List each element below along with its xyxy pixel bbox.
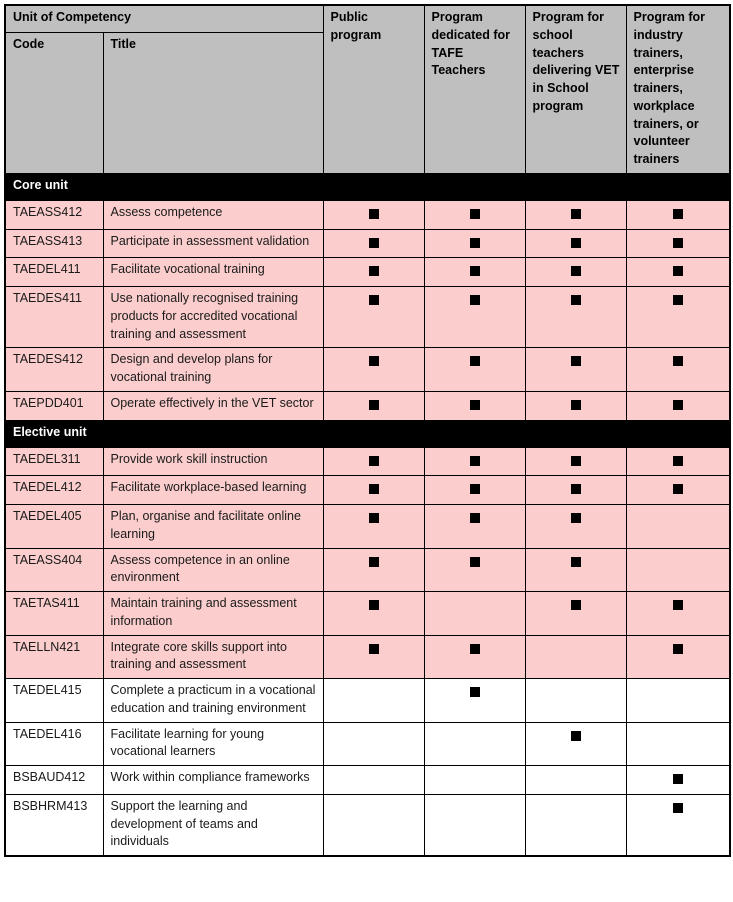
unit-code: TAEDEL412 [5,476,103,505]
filled-square-icon [470,295,480,305]
unit-code: TAELLN421 [5,635,103,679]
unit-row [5,635,730,679]
program-mark-cell [424,200,525,229]
unit-row [5,476,730,505]
program-mark-cell [424,258,525,287]
filled-square-icon [673,644,683,654]
program-mark-cell [525,200,626,229]
unit-code: TAEASS412 [5,200,103,229]
filled-square-icon [571,238,581,248]
program-mark-cell [424,635,525,679]
program-empty-cell [323,679,424,723]
program-empty-cell [424,766,525,795]
filled-square-icon [369,644,379,654]
unit-code: TAEDEL416 [5,722,103,766]
program-empty-cell [626,548,730,592]
filled-square-icon [470,484,480,494]
filled-square-icon [673,295,683,305]
filled-square-icon [673,484,683,494]
unit-code: BSBHRM413 [5,794,103,856]
filled-square-icon [369,513,379,523]
program-mark-cell [323,476,424,505]
program-mark-cell [626,391,730,420]
unit-title: Support the learning and development of teams and individuals [103,794,323,856]
unit-title: Plan, organise and facilitate online learning [103,505,323,549]
unit-code: TAEDEL311 [5,447,103,476]
unit-row [5,200,730,229]
program-mark-cell [424,548,525,592]
program-mark-cell [424,287,525,348]
filled-square-icon [673,600,683,610]
program-empty-cell [323,766,424,795]
unit-title: Complete a practicum in a vocational education and training environment [103,679,323,723]
filled-square-icon [571,356,581,366]
program-mark-cell [626,447,730,476]
header-unit-of-competency: Unit of Competency [5,5,323,33]
program-mark-cell [626,592,730,636]
program-mark-cell [626,287,730,348]
filled-square-icon [470,456,480,466]
program-mark-cell [424,391,525,420]
program-mark-cell [626,766,730,795]
unit-title: Operate effectively in the VET sector [103,391,323,420]
program-mark-cell [323,592,424,636]
program-empty-cell [323,722,424,766]
filled-square-icon [673,400,683,410]
program-mark-cell [626,258,730,287]
program-mark-cell [323,258,424,287]
filled-square-icon [673,209,683,219]
filled-square-icon [571,484,581,494]
section-row [5,173,730,200]
unit-row [5,766,730,795]
filled-square-icon [673,803,683,813]
filled-square-icon [369,266,379,276]
program-mark-cell [525,505,626,549]
program-empty-cell [424,722,525,766]
filled-square-icon [470,356,480,366]
unit-code: TAEDEL411 [5,258,103,287]
unit-row [5,391,730,420]
program-mark-cell [525,447,626,476]
filled-square-icon [369,356,379,366]
filled-square-icon [571,266,581,276]
program-mark-cell [525,287,626,348]
program-mark-cell [626,794,730,856]
filled-square-icon [470,266,480,276]
program-empty-cell [626,722,730,766]
filled-square-icon [369,456,379,466]
filled-square-icon [369,484,379,494]
program-mark-cell [626,476,730,505]
unit-row [5,258,730,287]
unit-code: TAEDEL415 [5,679,103,723]
filled-square-icon [673,266,683,276]
filled-square-icon [571,209,581,219]
unit-row [5,794,730,856]
header-industry-program: Program for industry trainers, enterprise trainers, workplace trainers, or volunteer trainers [626,5,730,173]
unit-row [5,548,730,592]
program-mark-cell [323,447,424,476]
program-mark-cell [424,348,525,392]
unit-row [5,592,730,636]
filled-square-icon [470,238,480,248]
program-mark-cell [525,476,626,505]
unit-code: TAEDEL405 [5,505,103,549]
unit-row [5,722,730,766]
unit-row [5,505,730,549]
table-body [5,173,730,856]
program-mark-cell [323,548,424,592]
program-mark-cell [626,200,730,229]
unit-row [5,679,730,723]
filled-square-icon [673,774,683,784]
filled-square-icon [369,238,379,248]
filled-square-icon [470,644,480,654]
filled-square-icon [369,295,379,305]
unit-code: TAEDES411 [5,287,103,348]
unit-title: Work within compliance frameworks [103,766,323,795]
unit-row [5,447,730,476]
filled-square-icon [673,356,683,366]
program-mark-cell [424,447,525,476]
filled-square-icon [470,557,480,567]
filled-square-icon [571,557,581,567]
unit-title: Participate in assessment validation [103,229,323,258]
program-mark-cell [626,348,730,392]
filled-square-icon [369,600,379,610]
program-mark-cell [525,258,626,287]
program-mark-cell [323,348,424,392]
program-mark-cell [626,635,730,679]
program-mark-cell [525,548,626,592]
filled-square-icon [571,456,581,466]
unit-code: BSBAUD412 [5,766,103,795]
section-label: Elective unit [5,420,730,447]
program-mark-cell [323,505,424,549]
program-mark-cell [424,229,525,258]
filled-square-icon [571,295,581,305]
filled-square-icon [369,400,379,410]
program-mark-cell [525,722,626,766]
unit-code: TAEASS404 [5,548,103,592]
program-empty-cell [626,679,730,723]
program-mark-cell [323,391,424,420]
program-mark-cell [424,505,525,549]
unit-code: TAEASS413 [5,229,103,258]
unit-title: Facilitate workplace-based learning [103,476,323,505]
header-title: Title [103,33,323,174]
program-empty-cell [323,794,424,856]
unit-code: TAETAS411 [5,592,103,636]
program-mark-cell [323,200,424,229]
unit-row [5,229,730,258]
program-mark-cell [323,635,424,679]
unit-title: Integrate core skills support into training and assessment [103,635,323,679]
unit-title: Design and develop plans for vocational training [103,348,323,392]
program-mark-cell [424,679,525,723]
filled-square-icon [470,513,480,523]
unit-title: Assess competence [103,200,323,229]
competency-matrix-table [4,4,731,857]
unit-title: Facilitate learning for young vocational learners [103,722,323,766]
filled-square-icon [470,400,480,410]
unit-title: Use nationally recognised training products for accredited vocational training and assessment [103,287,323,348]
program-mark-cell [525,391,626,420]
program-mark-cell [626,229,730,258]
unit-code: TAEPDD401 [5,391,103,420]
section-label: Core unit [5,173,730,200]
program-mark-cell [424,476,525,505]
filled-square-icon [369,209,379,219]
unit-title: Provide work skill instruction [103,447,323,476]
program-empty-cell [424,592,525,636]
filled-square-icon [369,557,379,567]
header-school-program: Program for school teachers delivering VET in School program [525,5,626,173]
program-mark-cell [323,229,424,258]
filled-square-icon [673,456,683,466]
table-header [5,5,730,173]
filled-square-icon [571,513,581,523]
unit-title: Maintain training and assessment information [103,592,323,636]
filled-square-icon [571,600,581,610]
program-mark-cell [323,287,424,348]
filled-square-icon [470,687,480,697]
filled-square-icon [571,731,581,741]
program-empty-cell [525,766,626,795]
section-row [5,420,730,447]
header-public-program: Public program [323,5,424,173]
filled-square-icon [673,238,683,248]
program-mark-cell [525,592,626,636]
program-empty-cell [525,635,626,679]
program-empty-cell [626,505,730,549]
header-tafe-program: Program dedicated for TAFE Teachers [424,5,525,173]
unit-title: Assess competence in an online environment [103,548,323,592]
unit-code: TAEDES412 [5,348,103,392]
filled-square-icon [571,400,581,410]
header-code: Code [5,33,103,174]
unit-row [5,348,730,392]
program-empty-cell [525,679,626,723]
unit-title: Facilitate vocational training [103,258,323,287]
program-empty-cell [424,794,525,856]
filled-square-icon [470,209,480,219]
program-empty-cell [525,794,626,856]
program-mark-cell [525,229,626,258]
program-mark-cell [525,348,626,392]
unit-row [5,287,730,348]
